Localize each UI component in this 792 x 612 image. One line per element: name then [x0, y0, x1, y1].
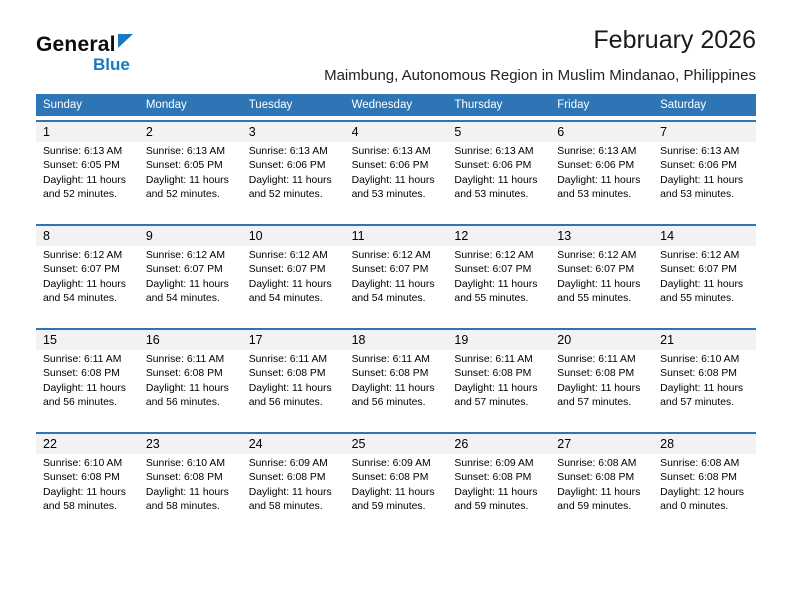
- calendar-day-cell: [139, 330, 242, 432]
- daylight-text: Daylight: 11 hours: [145, 486, 229, 498]
- calendar-day-cell: [653, 226, 756, 328]
- daylight-text-cont: and 52 minutes.: [145, 189, 220, 201]
- daylight-text-cont: and 58 minutes.: [248, 501, 323, 513]
- daylight-text: Daylight: 11 hours: [248, 278, 332, 290]
- day-number: 17: [242, 330, 345, 350]
- daylight-text: Daylight: 11 hours: [557, 382, 641, 394]
- weekday-header-wednesday: Wednesday: [351, 99, 413, 111]
- calendar-day-cell: [345, 330, 448, 432]
- day-details: [242, 350, 345, 410]
- day-number: 14: [653, 226, 756, 246]
- day-number: 28: [653, 434, 756, 454]
- daylight-text-cont: and 57 minutes.: [454, 397, 529, 409]
- day-details: [653, 350, 756, 410]
- daylight-text-cont: and 56 minutes.: [351, 397, 426, 409]
- calendar-day-cell: [447, 226, 550, 328]
- day-details: [447, 350, 550, 410]
- sunset-text: Sunset: 6:08 PM: [145, 368, 223, 380]
- daylight-text: Daylight: 11 hours: [351, 174, 435, 186]
- sunrise-text: Sunrise: 6:13 AM: [43, 146, 123, 157]
- daylight-text-cont: and 58 minutes.: [145, 501, 220, 513]
- daylight-text: Daylight: 11 hours: [557, 278, 641, 290]
- calendar-day-cell: [550, 434, 653, 536]
- day-details: [550, 454, 653, 514]
- sunset-text: Sunset: 6:08 PM: [145, 472, 223, 484]
- day-details: [139, 350, 242, 410]
- day-number: 23: [139, 434, 242, 454]
- daylight-text: Daylight: 11 hours: [454, 486, 538, 498]
- week-row: [36, 328, 756, 432]
- sunrise-text: Sunrise: 6:13 AM: [248, 146, 328, 157]
- daylight-text: Daylight: 11 hours: [248, 486, 332, 498]
- daylight-text-cont: and 55 minutes.: [454, 293, 529, 305]
- daylight-text-cont: and 57 minutes.: [557, 397, 632, 409]
- daylight-text: Daylight: 11 hours: [454, 174, 538, 186]
- logo-blue-label: Blue: [93, 55, 130, 74]
- calendar-day-cell: [345, 122, 448, 224]
- sunrise-text: Sunrise: 6:11 AM: [248, 354, 328, 365]
- sunset-text: Sunset: 6:07 PM: [145, 264, 223, 276]
- sunrise-text: Sunrise: 6:12 AM: [660, 250, 740, 261]
- day-details: [36, 454, 139, 514]
- sunset-text: Sunset: 6:08 PM: [557, 472, 635, 484]
- sunrise-text: Sunrise: 6:13 AM: [557, 146, 637, 157]
- day-number: 4: [345, 122, 448, 142]
- sunset-text: Sunset: 6:05 PM: [43, 160, 120, 172]
- daylight-text: Daylight: 11 hours: [454, 382, 538, 394]
- weekday-header-monday: Monday: [145, 99, 187, 111]
- day-details: [242, 454, 345, 514]
- day-details: [447, 454, 550, 514]
- sunset-text: Sunset: 6:07 PM: [454, 264, 532, 276]
- calendar-day-cell: [447, 330, 550, 432]
- sunrise-text: Sunrise: 6:12 AM: [145, 250, 225, 261]
- day-number: 15: [36, 330, 139, 350]
- sunrise-text: Sunrise: 6:10 AM: [145, 458, 225, 469]
- daylight-text-cont: and 52 minutes.: [248, 189, 323, 201]
- sunrise-text: Sunrise: 6:12 AM: [248, 250, 328, 261]
- sunrise-text: Sunrise: 6:08 AM: [660, 458, 740, 469]
- weekday-header-tuesday: Tuesday: [248, 99, 293, 111]
- daylight-text: Daylight: 11 hours: [145, 382, 229, 394]
- day-number: 6: [550, 122, 653, 142]
- page-subtitle: Maimbung, Autonomous Region in Muslim Mindanao, Philippines: [324, 67, 756, 84]
- day-number: 10: [242, 226, 345, 246]
- calendar-day-cell: [36, 122, 139, 224]
- calendar-day-cell: [139, 122, 242, 224]
- daylight-text: Daylight: 11 hours: [43, 278, 126, 290]
- daylight-text: Daylight: 11 hours: [248, 174, 332, 186]
- day-details: [242, 142, 345, 202]
- calendar-day-cell: [550, 330, 653, 432]
- calendar-day-cell: [550, 226, 653, 328]
- sunset-text: Sunset: 6:07 PM: [660, 264, 737, 276]
- daylight-text-cont: and 55 minutes.: [660, 293, 735, 305]
- day-number: 12: [447, 226, 550, 246]
- day-number: 13: [550, 226, 653, 246]
- daylight-text-cont: and 0 minutes.: [660, 501, 729, 513]
- sunrise-text: Sunrise: 6:09 AM: [454, 458, 534, 469]
- daylight-text-cont: and 58 minutes.: [43, 501, 117, 513]
- calendar-day-cell: [550, 122, 653, 224]
- day-details: [345, 454, 448, 514]
- sunset-text: Sunset: 6:08 PM: [248, 472, 326, 484]
- daylight-text-cont: and 54 minutes.: [248, 293, 323, 305]
- day-number: 16: [139, 330, 242, 350]
- day-number: 21: [653, 330, 756, 350]
- daylight-text: Daylight: 11 hours: [43, 486, 126, 498]
- sunset-text: Sunset: 6:07 PM: [248, 264, 326, 276]
- sunrise-text: Sunrise: 6:10 AM: [43, 458, 123, 469]
- calendar: [36, 94, 756, 536]
- sunset-text: Sunset: 6:08 PM: [43, 472, 120, 484]
- week-row: [36, 120, 756, 224]
- day-number: 7: [653, 122, 756, 142]
- day-number: 11: [345, 226, 448, 246]
- sunset-text: Sunset: 6:06 PM: [454, 160, 532, 172]
- sunrise-text: Sunrise: 6:13 AM: [351, 146, 431, 157]
- day-details: [345, 142, 448, 202]
- sunrise-text: Sunrise: 6:11 AM: [145, 354, 225, 365]
- daylight-text-cont: and 59 minutes.: [454, 501, 529, 513]
- sunset-text: Sunset: 6:08 PM: [660, 368, 737, 380]
- daylight-text-cont: and 56 minutes.: [248, 397, 323, 409]
- sunset-text: Sunset: 6:06 PM: [248, 160, 326, 172]
- calendar-day-cell: [447, 434, 550, 536]
- daylight-text-cont: and 56 minutes.: [145, 397, 220, 409]
- sunset-text: Sunset: 6:07 PM: [43, 264, 120, 276]
- daylight-text-cont: and 52 minutes.: [43, 189, 117, 201]
- calendar-day-cell: [139, 226, 242, 328]
- daylight-text: Daylight: 11 hours: [660, 382, 744, 394]
- weekday-header-friday: Friday: [557, 99, 590, 111]
- calendar-day-cell: [653, 330, 756, 432]
- daylight-text: Daylight: 11 hours: [351, 278, 435, 290]
- daylight-text-cont: and 54 minutes.: [43, 293, 117, 305]
- day-number: 1: [36, 122, 139, 142]
- day-details: [550, 350, 653, 410]
- daylight-text: Daylight: 11 hours: [351, 486, 435, 498]
- sunset-text: Sunset: 6:06 PM: [557, 160, 635, 172]
- day-number: 26: [447, 434, 550, 454]
- sunrise-text: Sunrise: 6:13 AM: [145, 146, 225, 157]
- calendar-day-cell: [242, 434, 345, 536]
- sunset-text: Sunset: 6:08 PM: [351, 368, 429, 380]
- day-number: 18: [345, 330, 448, 350]
- daylight-text-cont: and 57 minutes.: [660, 397, 735, 409]
- daylight-text: Daylight: 11 hours: [660, 174, 744, 186]
- logo-general-label: General: [36, 33, 116, 56]
- calendar-day-cell: [36, 330, 139, 432]
- day-number: 27: [550, 434, 653, 454]
- sunrise-text: Sunrise: 6:12 AM: [351, 250, 431, 261]
- day-details: [36, 350, 139, 410]
- day-details: [447, 142, 550, 202]
- day-number: 22: [36, 434, 139, 454]
- sunset-text: Sunset: 6:08 PM: [43, 368, 120, 380]
- sunrise-text: Sunrise: 6:12 AM: [454, 250, 534, 261]
- day-details: [139, 454, 242, 514]
- daylight-text: Daylight: 11 hours: [660, 278, 744, 290]
- day-number: 3: [242, 122, 345, 142]
- weekday-header-thursday: Thursday: [454, 99, 503, 111]
- day-details: [550, 246, 653, 306]
- calendar-day-cell: [139, 434, 242, 536]
- calendar-day-cell: [447, 122, 550, 224]
- sunset-text: Sunset: 6:07 PM: [351, 264, 429, 276]
- sunrise-text: Sunrise: 6:13 AM: [660, 146, 740, 157]
- weekday-header-saturday: Saturday: [660, 99, 707, 111]
- daylight-text: Daylight: 11 hours: [557, 486, 641, 498]
- day-number: 2: [139, 122, 242, 142]
- week-row: [36, 224, 756, 328]
- calendar-day-cell: [36, 226, 139, 328]
- sunrise-text: Sunrise: 6:10 AM: [660, 354, 740, 365]
- daylight-text: Daylight: 11 hours: [454, 278, 538, 290]
- daylight-text: Daylight: 11 hours: [248, 382, 332, 394]
- daylight-text: Daylight: 11 hours: [145, 174, 229, 186]
- daylight-text-cont: and 55 minutes.: [557, 293, 632, 305]
- sunrise-text: Sunrise: 6:12 AM: [43, 250, 123, 261]
- sunset-text: Sunset: 6:08 PM: [660, 472, 737, 484]
- sunrise-text: Sunrise: 6:11 AM: [43, 354, 122, 365]
- day-details: [345, 350, 448, 410]
- daylight-text-cont: and 53 minutes.: [454, 189, 529, 201]
- day-details: [36, 142, 139, 202]
- day-number: 19: [447, 330, 550, 350]
- weekday-header-sunday: Sunday: [43, 99, 83, 111]
- sunrise-text: Sunrise: 6:11 AM: [557, 354, 636, 365]
- calendar-day-cell: [345, 226, 448, 328]
- day-details: [139, 142, 242, 202]
- calendar-body: [36, 120, 756, 536]
- calendar-day-cell: [36, 434, 139, 536]
- daylight-text: Daylight: 11 hours: [145, 278, 229, 290]
- day-number: 9: [139, 226, 242, 246]
- calendar-day-cell: [653, 434, 756, 536]
- daylight-text: Daylight: 11 hours: [557, 174, 641, 186]
- day-details: [653, 142, 756, 202]
- daylight-text-cont: and 59 minutes.: [557, 501, 632, 513]
- daylight-text-cont: and 53 minutes.: [660, 189, 735, 201]
- calendar-day-cell: [242, 226, 345, 328]
- daylight-text-cont: and 53 minutes.: [557, 189, 632, 201]
- sunrise-text: Sunrise: 6:08 AM: [557, 458, 637, 469]
- calendar-day-cell: [242, 122, 345, 224]
- logo-text-general: [36, 34, 133, 55]
- day-details: [242, 246, 345, 306]
- day-number: 25: [345, 434, 448, 454]
- day-number: 8: [36, 226, 139, 246]
- logo-flag-icon: [118, 34, 133, 48]
- day-number: 20: [550, 330, 653, 350]
- day-details: [345, 246, 448, 306]
- day-details: [447, 246, 550, 306]
- day-details: [139, 246, 242, 306]
- day-number: 24: [242, 434, 345, 454]
- sunrise-text: Sunrise: 6:12 AM: [557, 250, 637, 261]
- sunset-text: Sunset: 6:06 PM: [351, 160, 429, 172]
- daylight-text: Daylight: 12 hours: [660, 486, 744, 498]
- daylight-text: Daylight: 11 hours: [43, 174, 126, 186]
- daylight-text-cont: and 54 minutes.: [351, 293, 426, 305]
- day-details: [550, 142, 653, 202]
- daylight-text-cont: and 59 minutes.: [351, 501, 426, 513]
- weekday-header-row: [36, 94, 756, 116]
- calendar-day-cell: [653, 122, 756, 224]
- sunset-text: Sunset: 6:05 PM: [145, 160, 223, 172]
- page-header: [36, 26, 756, 84]
- sunset-text: Sunset: 6:07 PM: [557, 264, 635, 276]
- title-block: [324, 26, 756, 84]
- page-title: February 2026: [593, 26, 756, 54]
- week-row: [36, 432, 756, 536]
- sunset-text: Sunset: 6:08 PM: [351, 472, 429, 484]
- day-details: [653, 246, 756, 306]
- generalblue-logo: [36, 26, 133, 73]
- sunset-text: Sunset: 6:08 PM: [454, 472, 532, 484]
- day-details: [653, 454, 756, 514]
- sunrise-text: Sunrise: 6:11 AM: [454, 354, 533, 365]
- sunrise-text: Sunrise: 6:13 AM: [454, 146, 534, 157]
- daylight-text-cont: and 54 minutes.: [145, 293, 220, 305]
- sunrise-text: Sunrise: 6:09 AM: [248, 458, 328, 469]
- daylight-text: Daylight: 11 hours: [351, 382, 435, 394]
- calendar-day-cell: [345, 434, 448, 536]
- sunrise-text: Sunrise: 6:09 AM: [351, 458, 431, 469]
- sunset-text: Sunset: 6:06 PM: [660, 160, 737, 172]
- day-number: 5: [447, 122, 550, 142]
- daylight-text: Daylight: 11 hours: [43, 382, 126, 394]
- sunset-text: Sunset: 6:08 PM: [248, 368, 326, 380]
- calendar-day-cell: [242, 330, 345, 432]
- daylight-text-cont: and 56 minutes.: [43, 397, 117, 409]
- daylight-text-cont: and 53 minutes.: [351, 189, 426, 201]
- sunrise-text: Sunrise: 6:11 AM: [351, 354, 430, 365]
- sunset-text: Sunset: 6:08 PM: [454, 368, 532, 380]
- sunset-text: Sunset: 6:08 PM: [557, 368, 635, 380]
- day-details: [36, 246, 139, 306]
